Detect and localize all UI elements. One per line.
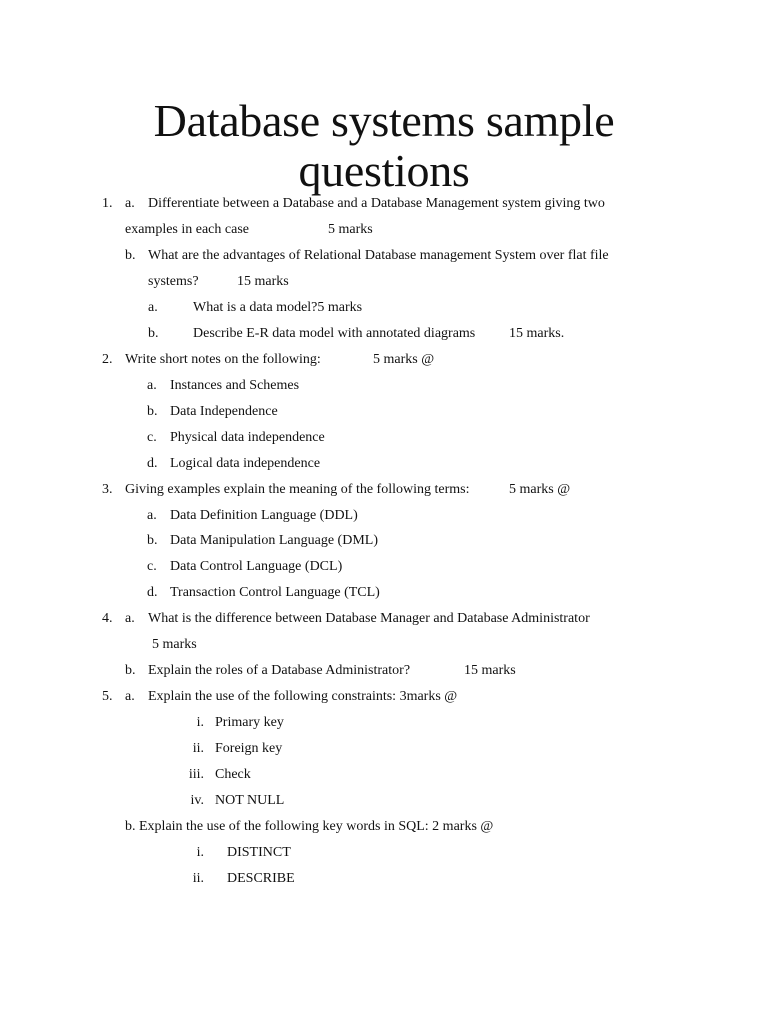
item-text: Check <box>215 767 251 782</box>
roman-numeral-label: i. <box>196 715 204 730</box>
item-text: Physical data independence <box>170 430 325 445</box>
marks-label: 5 marks @ <box>373 352 435 367</box>
item-label: d. <box>147 585 158 600</box>
item-label: b. <box>147 533 158 548</box>
item-label: a. <box>125 611 135 626</box>
item-text: Data Manipulation Language (DML) <box>170 533 378 548</box>
item-label: d. <box>147 456 158 471</box>
marks-label: 15 marks <box>464 663 516 678</box>
question-text: What is the difference between Database Manager and Database Administrator <box>148 611 590 626</box>
question-text: Write short notes on the following: <box>125 352 321 367</box>
item-text: Data Independence <box>170 404 278 419</box>
sub-item-text: What is a data model?5 marks <box>193 300 363 315</box>
marks-label: 5 marks <box>317 300 363 315</box>
item-label: b. <box>125 248 136 263</box>
item-text: Instances and Schemes <box>170 378 300 393</box>
question-text: Differentiate between a Database and a Database Management system giving two <box>148 196 605 211</box>
item-text: Transaction Control Language (TCL) <box>170 585 380 600</box>
sub-item-label: b. <box>148 326 159 341</box>
item-label: b. <box>147 404 158 419</box>
question-text: b. Explain the use of the following key words in SQL: 2 marks @ <box>125 819 494 834</box>
item-text: Primary key <box>215 715 284 730</box>
question-number: 3. <box>102 482 113 497</box>
item-label: a. <box>125 689 135 704</box>
item-label: b. <box>125 663 136 678</box>
roman-numeral-label: i. <box>196 845 204 860</box>
sub-item-text: Describe E-R data model with annotated diagrams <box>193 326 476 341</box>
roman-numeral-label: iii. <box>188 767 204 782</box>
document-title-line-1: Database systems sample <box>153 95 615 146</box>
question-text: Giving examples explain the meaning of the following terms: <box>125 482 470 497</box>
marks-label: 15 marks <box>237 274 289 289</box>
marks-label: 5 marks <box>328 222 373 237</box>
question-text-continued: systems? <box>148 274 199 289</box>
question-number: 2. <box>102 352 113 367</box>
item-label: a. <box>147 378 157 393</box>
marks-label: 15 marks. <box>509 326 565 341</box>
marks-label: 5 marks @ <box>509 482 571 497</box>
item-text: NOT NULL <box>215 793 285 808</box>
question-number: 4. <box>102 611 113 626</box>
question-text-continued: examples in each case <box>125 222 249 237</box>
question-text: Explain the roles of a Database Administrator? <box>148 663 411 678</box>
item-text: DISTINCT <box>227 845 291 860</box>
question-number: 1. <box>102 196 113 211</box>
document-title-line-2: questions <box>298 145 470 196</box>
question-number: 5. <box>102 689 113 704</box>
item-label: a. <box>125 196 135 211</box>
roman-numeral-label: ii. <box>192 741 204 756</box>
question-text: What are the advantages of Relational Database management System over flat file <box>148 248 609 263</box>
marks-label: 5 marks <box>152 637 197 652</box>
item-text: Data Control Language (DCL) <box>170 559 343 574</box>
item-label: c. <box>147 430 157 445</box>
roman-numeral-label: iv. <box>190 793 204 808</box>
item-text: DESCRIBE <box>227 871 295 886</box>
roman-numeral-label: ii. <box>192 871 204 886</box>
item-text: Logical data independence <box>170 456 321 471</box>
question-text: Explain the use of the following constraints: 3marks @ <box>148 689 458 704</box>
item-label: c. <box>147 559 157 574</box>
item-label: a. <box>147 508 157 523</box>
sub-item-label: a. <box>148 300 158 315</box>
item-text: Foreign key <box>215 741 283 756</box>
item-text: Data Definition Language (DDL) <box>170 508 358 523</box>
